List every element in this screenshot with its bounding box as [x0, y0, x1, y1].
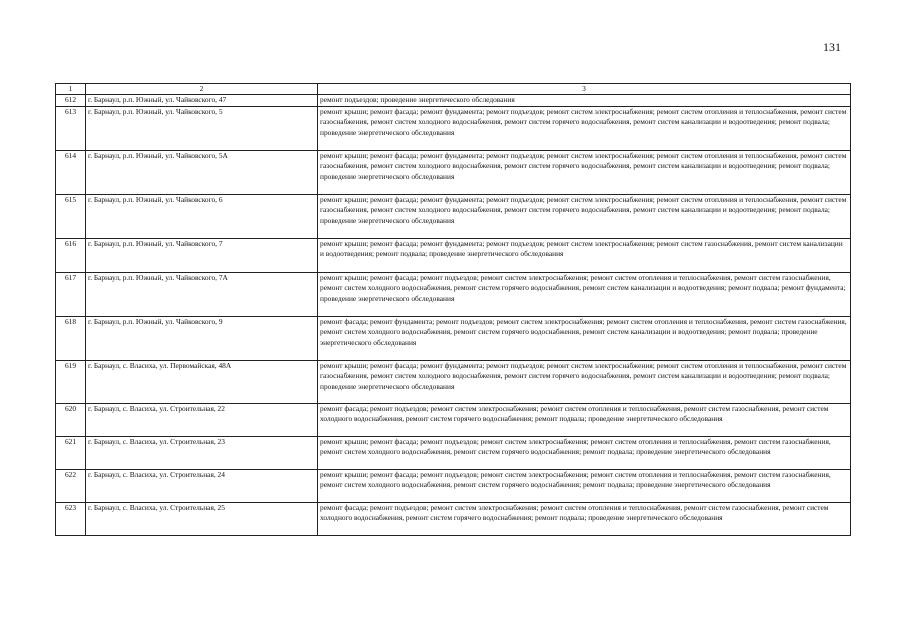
table-row [56, 106, 851, 150]
table-row [56, 360, 851, 403]
row-works: ремонт крыши; ремонт фасада; ремонт подъездов; ремонт систем электроснабжения; ремонт систем отопления и теплоснабжения, ремонт систем газоснабжения, ремонт систем холодного водоснабжения, ремонт систем горячего водоснабжения; ремонт подвала; проведение энергетического обследования [318, 469, 851, 502]
row-works: ремонт крыши; ремонт фасада; ремонт подъездов; ремонт систем электроснабжения; ремонт систем отопления и теплоснабжения, ремонт систем газоснабжения, ремонт систем холодного водоснабжения, ремонт систем горячего водоснабжения; ремонт подвала; проведение энергетического обследования [318, 436, 851, 469]
row-works: ремонт фасада; ремонт фундамента; ремонт подъездов; ремонт систем электроснабжения; ремонт систем отопления и теплоснабжения, ремонт систем газоснабжения, ремонт систем холодного водоснабжения, ремонт систем горячего водоснабжения, ремонт систем канализации и водоотведения; ремонт подвала; проведение энергетического обследования [318, 316, 851, 360]
row-address: г. Барнаул, р.п. Южный, ул. Чайковского, 5 [86, 106, 318, 150]
row-address: г. Барнаул, р.п. Южный, ул. Чайковского, 7 [86, 238, 318, 272]
row-number: 622 [56, 469, 86, 502]
table-row [56, 469, 851, 502]
table-row [56, 150, 851, 194]
row-address: г. Барнаул, р.п. Южный, ул. Чайковского, 6 [86, 194, 318, 238]
table-row [56, 316, 851, 360]
table-row [56, 403, 851, 436]
row-address: г. Барнаул, р.п. Южный, ул. Чайковского, 9 [86, 316, 318, 360]
table-row [56, 272, 851, 316]
row-works: ремонт подъездов; проведение энергетического обследования [318, 95, 851, 107]
row-address: г. Барнаул, с. Власиха, ул. Строительная, 22 [86, 403, 318, 436]
row-number: 616 [56, 238, 86, 272]
column-header-works: 3 [318, 84, 851, 95]
row-address: г. Барнаул, с. Власиха, ул. Строительная, 24 [86, 469, 318, 502]
repair-table [55, 83, 851, 536]
row-address: г. Барнаул, р.п. Южный, ул. Чайковского, 5А [86, 150, 318, 194]
row-address: г. Барнаул, с. Власиха, ул. Первомайская, 48А [86, 360, 318, 403]
row-number: 619 [56, 360, 86, 403]
column-header-address: 2 [86, 84, 318, 95]
row-works: ремонт крыши; ремонт фасада; ремонт фундамента; ремонт подъездов; ремонт систем электроснабжения; ремонт систем отопления и теплоснабжения, ремонт систем газоснабжения, ремонт систем холодного водоснабжения, ремонт систем горячего водоснабжения, ремонт систем канализации и водоотведения; ремонт подвала; проведение энергетического обследования [318, 360, 851, 403]
row-works: ремонт крыши; ремонт фасада; ремонт фундамента; ремонт подъездов; ремонт систем электроснабжения; ремонт систем отопления и теплоснабжения, ремонт систем газоснабжения, ремонт систем холодного водоснабжения, ремонт систем горячего водоснабжения, ремонт систем канализации и водоотведения; ремонт подвала; проведение энергетического обследования [318, 106, 851, 150]
row-works: ремонт крыши; ремонт фасада; ремонт фундамента; ремонт подъездов; ремонт систем электроснабжения; ремонт систем отопления и теплоснабжения, ремонт систем газоснабжения, ремонт систем холодного водоснабжения, ремонт систем горячего водоснабжения, ремонт систем канализации и водоотведения; ремонт подвала; проведение энергетического обследования [318, 194, 851, 238]
table-row [56, 502, 851, 535]
row-number: 621 [56, 436, 86, 469]
row-number: 612 [56, 95, 86, 107]
row-works: ремонт крыши; ремонт фасада; ремонт фундамента; ремонт подъездов; ремонт систем электроснабжения; ремонт систем газоснабжения, ремонт систем канализации и водоотведения; ремонт подвала; проведение энергетического обследования [318, 238, 851, 272]
row-works: ремонт фасада; ремонт подъездов; ремонт систем электроснабжения; ремонт систем отопления и теплоснабжения, ремонт систем газоснабжения, ремонт систем холодного водоснабжения, ремонт систем горячего водоснабжения; ремонт подвала; проведение энергетического обследования [318, 502, 851, 535]
row-address: г. Барнаул, с. Власиха, ул. Строительная, 23 [86, 436, 318, 469]
table-row [56, 194, 851, 238]
row-works: ремонт крыши; ремонт фасада; ремонт подъездов; ремонт систем электроснабжения; ремонт систем отопления и теплоснабжения, ремонт систем газоснабжения, ремонт систем холодного водоснабжения, ремонт систем горячего водоснабжения, ремонт систем канализации и водоотведения; ремонт подвала; ремонт фундамента; проведение энергетического обследования [318, 272, 851, 316]
row-number: 617 [56, 272, 86, 316]
row-number: 614 [56, 150, 86, 194]
table-row [56, 95, 851, 107]
row-number: 620 [56, 403, 86, 436]
row-number: 623 [56, 502, 86, 535]
row-number: 615 [56, 194, 86, 238]
row-works: ремонт крыши; ремонт фасада; ремонт фундамента; ремонт подъездов; ремонт систем электроснабжения; ремонт систем отопления и теплоснабжения, ремонт систем газоснабжения, ремонт систем холодного водоснабжения, ремонт систем горячего водоснабжения, ремонт систем канализации и водоотведения; ремонт подвала; проведение энергетического обследования [318, 150, 851, 194]
column-header-number: 1 [56, 84, 86, 95]
table-row [56, 238, 851, 272]
row-address: г. Барнаул, р.п. Южный, ул. Чайковского, 7А [86, 272, 318, 316]
row-number: 618 [56, 316, 86, 360]
row-address: г. Барнаул, р.п. Южный, ул. Чайковского, 47 [86, 95, 318, 107]
row-number: 613 [56, 106, 86, 150]
row-works: ремонт фасада; ремонт подъездов; ремонт систем электроснабжения; ремонт систем отопления и теплоснабжения, ремонт систем газоснабжения, ремонт систем холодного водоснабжения, ремонт систем горячего водоснабжения; ремонт подвала; проведение энергетического обследования [318, 403, 851, 436]
row-address: г. Барнаул, с. Власиха, ул. Строительная, 25 [86, 502, 318, 535]
table-header-row [56, 84, 851, 95]
table-row [56, 436, 851, 469]
page-number: 131 [823, 40, 841, 54]
